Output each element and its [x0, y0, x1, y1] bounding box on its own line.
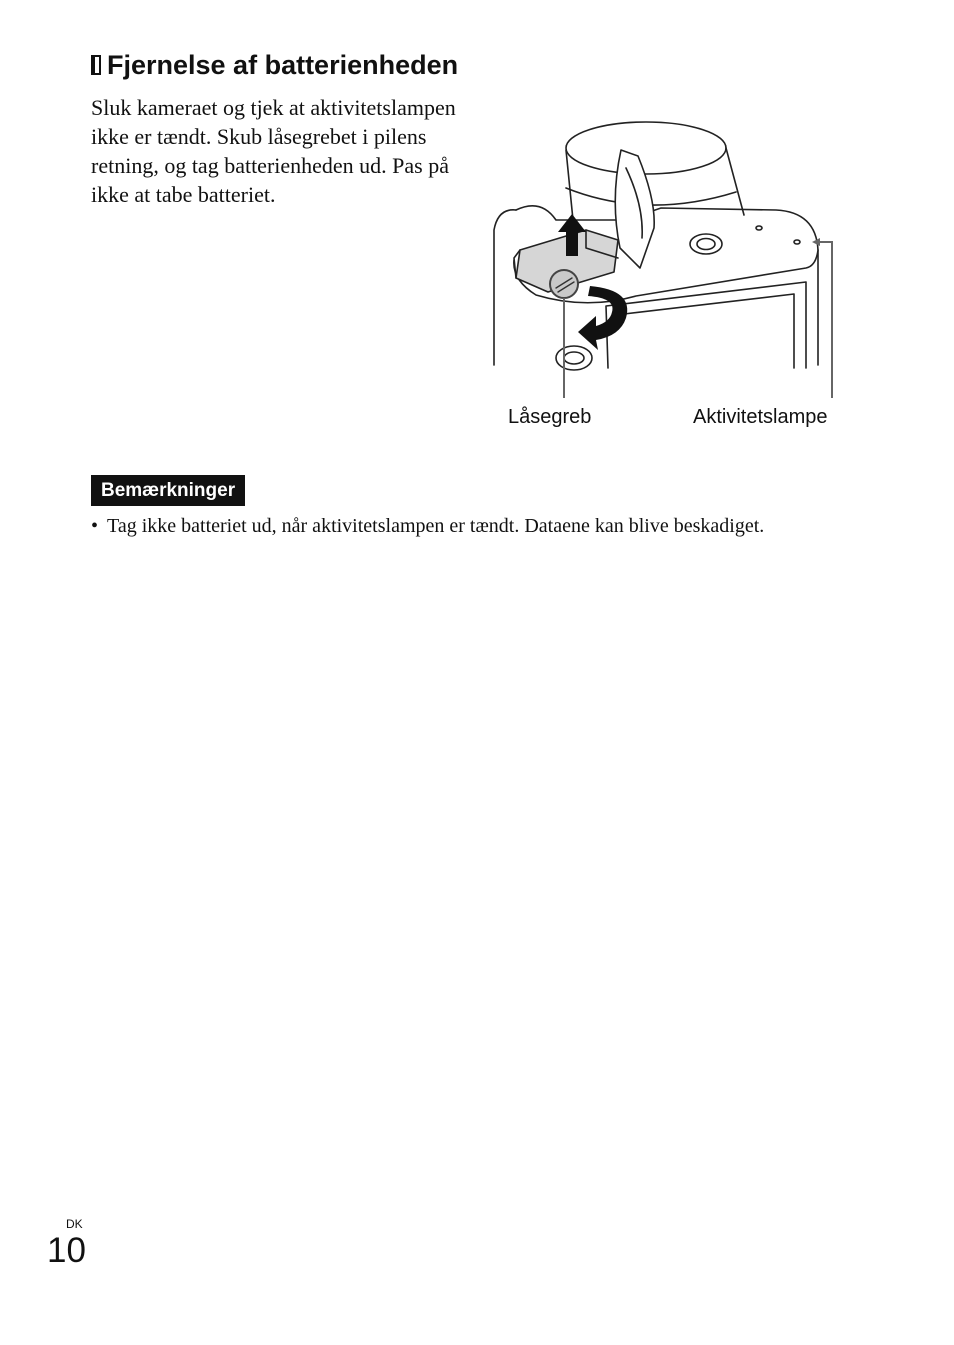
bullet-icon: • [91, 515, 99, 537]
section-heading [91, 48, 458, 82]
list-item [91, 513, 891, 539]
activity-lamp-label: Aktivitetslampe [693, 406, 828, 428]
section-heading-text: Fjernelse af batterienheden [107, 50, 459, 80]
instruction-paragraph: Sluk kameraet og tjek at aktivitetslampen ikke er tændt. Skub låsegrebet i pilens retning, og tag batterienheden ud. Pas på ikke at tabe batteriet. [91, 95, 456, 207]
section-marker-icon [91, 55, 101, 75]
notes-badge: Bemærkninger [91, 475, 245, 506]
activity-lamp-leader-line [814, 242, 832, 398]
camera-battery-illustration [486, 110, 856, 440]
language-code: DK [66, 1217, 83, 1231]
lens-barrel [566, 122, 744, 230]
page-number: 10 [47, 1231, 86, 1270]
notes-list [91, 513, 891, 539]
lock-lever-label: Låsegreb [508, 406, 592, 428]
note-text: Tag ikke batteriet ud, når aktivitetslampen er tændt. Dataene kan blive beskadiget. [107, 515, 765, 537]
